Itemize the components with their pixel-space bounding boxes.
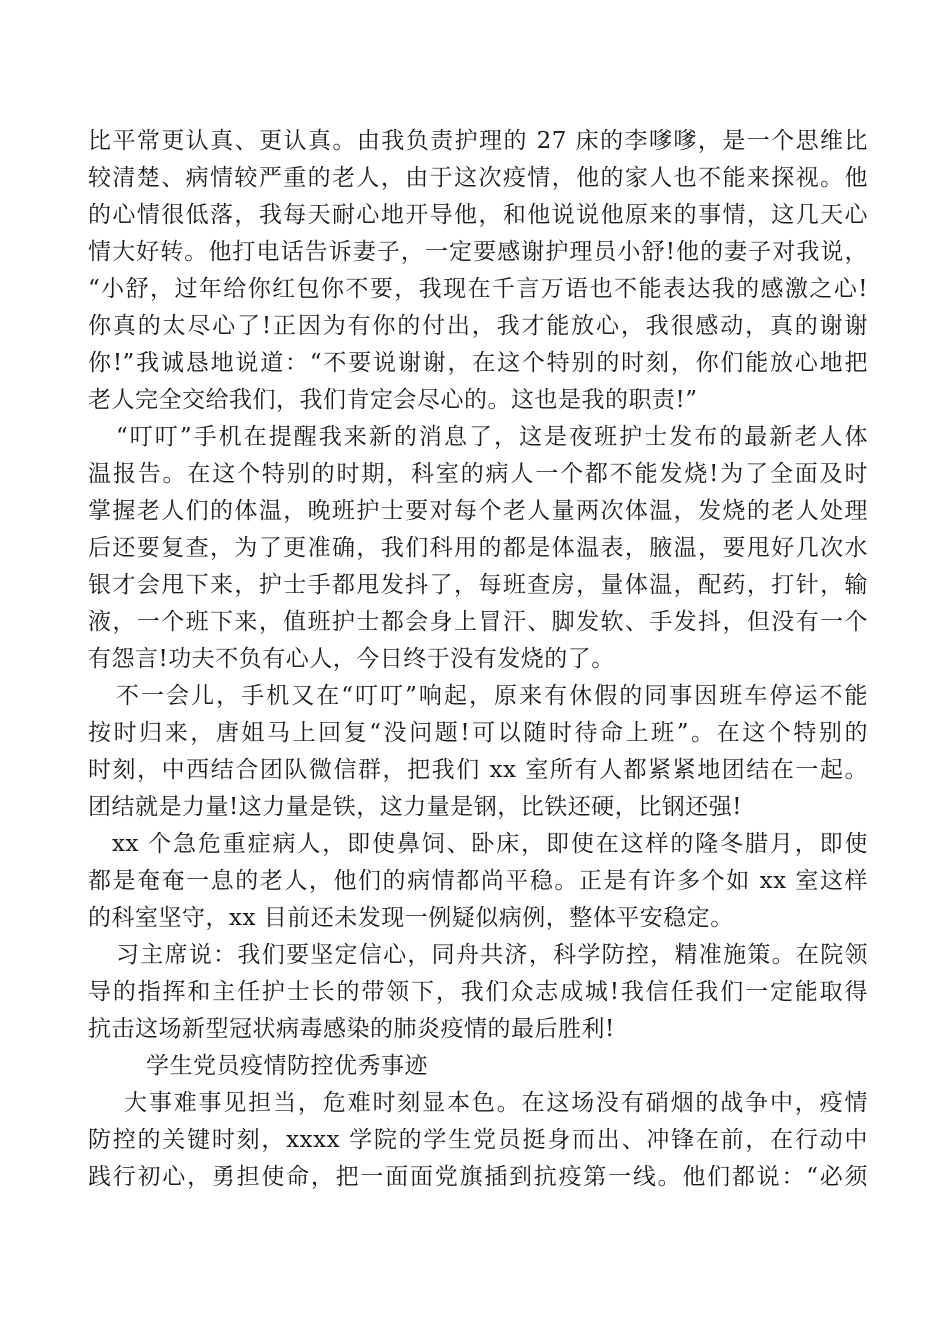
text-line: “小舒，过年给你红包你不要，我现在千言万语也不能表达我的感激之心!	[88, 276, 868, 302]
text-line: 温报告。在这个特别的时期，科室的病人一个都不能发烧!为了全面及时	[88, 461, 868, 487]
text-line: 后还要复查，为了更准确，我们科用的都是体温表，腋温，要甩好几次水	[88, 535, 868, 561]
paragraph-start-line: 大事难事见担当，危难时刻显本色。在这场没有硝烟的战争中，疫情	[124, 1090, 868, 1116]
text-line: 时刻，中西结合团队微信群，把我们 xx 室所有人都紧紧地团结在一起。	[88, 757, 868, 783]
text-line: 老人完全交给我们，我们肯定会尽心的。这也是我的职责!”	[88, 387, 698, 413]
text-line: 较清楚、病情较严重的老人，由于这次疫情，他的家人也不能来探视。他	[88, 165, 868, 191]
text-line: 你真的太尽心了!正因为有你的付出，我才能放心，我很感动，真的谢谢	[88, 313, 868, 339]
text-line: 都是奄奄一息的老人，他们的病情都尚平稳。正是有许多个如 xx 室这样	[88, 868, 868, 894]
text-line: 的科室坚守，xx 目前还未发现一例疑似病例，整体平安稳定。	[88, 905, 734, 931]
paragraph-start-line: xx 个急危重症病人，即使鼻饲、卧床，即使在这样的隆冬腊月，即使	[112, 831, 868, 857]
text-line: 的心情很低落，我每天耐心地开导他，和他说说他原来的事情，这几天心	[88, 202, 868, 228]
text-line: 情大好转。他打电话告诉妻子，一定要感谢护理员小舒!他的妻子对我说，	[88, 239, 868, 265]
paragraph-start-line: 习主席说：我们要坚定信心，同舟共济，科学防控，精准施策。在院领	[116, 942, 868, 968]
paragraph-start-line: “叮叮”手机在提醒我来新的消息了，这是夜班护士发布的最新老人体	[116, 424, 868, 450]
text-line: 践行初心，勇担使命，把一面面党旗插到抗疫第一线。他们都说：“必须	[88, 1164, 868, 1190]
text-line: 导的指挥和主任护士长的带领下，我们众志成城!我信任我们一定能取得	[88, 979, 868, 1005]
paragraph-start-line: 不一会儿，手机又在“叮叮”响起，原来有休假的同事因班车停运不能	[116, 683, 868, 709]
text-line: 按时归来，唐姐马上回复“没问题!可以随时待命上班”。在这个特别的	[88, 720, 868, 746]
text-line: 液，一个班下来，值班护士都会身上冒汗、脚发软、手发抖，但没有一个	[88, 609, 868, 635]
text-line: 你!”我诚恳地说道：“不要说谢谢，在这个特别的时刻，你们能放心地把	[88, 350, 868, 376]
text-line: 比平常更认真、更认真。由我负责护理的 27 床的李嗲嗲，是一个思维比	[88, 128, 868, 154]
text-line: 掌握老人们的体温，晚班护士要对每个老人量两次体温，发烧的老人处理	[88, 498, 868, 524]
text-line: 银才会甩下来，护士手都甩发抖了，每班查房，量体温，配药，打针，输	[88, 572, 868, 598]
section-heading: 学生党员疫情防控优秀事迹	[146, 1053, 428, 1079]
text-line: 团结就是力量!这力量是铁，这力量是钢，比铁还硬，比钢还强!	[88, 794, 742, 820]
text-line: 抗击这场新型冠状病毒感染的肺炎疫情的最后胜利!	[88, 1016, 615, 1042]
text-line: 有怨言!功夫不负有心人，今日终于没有发烧的了。	[88, 646, 615, 672]
text-line: 防控的关键时刻，xxxx 学院的学生党员挺身而出、冲锋在前，在行动中	[88, 1127, 868, 1153]
